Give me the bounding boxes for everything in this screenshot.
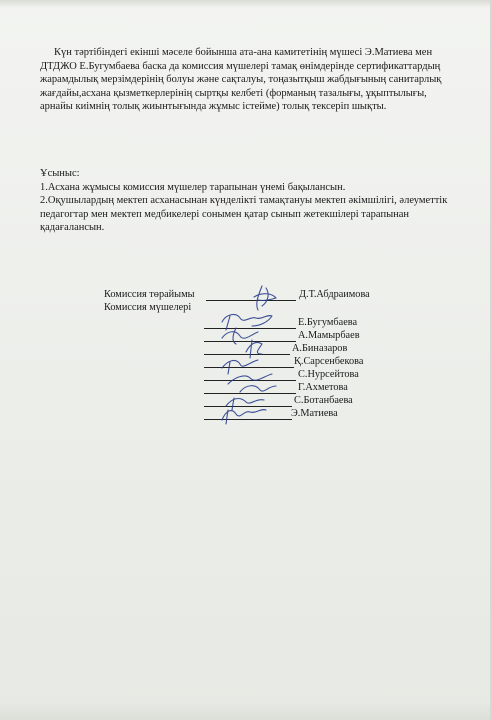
member-name: Қ.Сарсенбекова [294, 356, 364, 367]
member-signature-line [204, 380, 296, 381]
signature-6 [240, 386, 276, 392]
member-signature-line [204, 406, 292, 407]
chair-name: Д.Т.Абдраимова [299, 289, 370, 300]
paragraph-1-text: Күн тәртібіндегі екінші мәселе бойынша ата-ана камитетінің мүшесі Э.Матиева мен ДТДЖО Е.Бугумбаева баска да комиссия мүшелері тамақ өнімдерінде сертификаттардың жарамдылық мерзімдерінің болуы және сақталуы, тоңазытқыш жабдығының санитарлық жағдайы,асхана қызметкерлерінің сыртқы келбеті (форманың тазалығы, ұқыптылығы, арнайы киімнің толық жиынтығында жұмыс істейме) толық тексеріп шықты. [40, 47, 442, 113]
member-name: С.Ботанбаева [294, 395, 353, 406]
proposal-item-1: 1.Асхана жұмысы комиссия мүшелер тарапынан үнемі бақылансын. [40, 181, 346, 193]
member-name: А.Мамырбаев [298, 330, 360, 341]
chair-label: Комиссия төрайымы [104, 289, 195, 300]
member-name: С.Нурсейтова [298, 369, 359, 380]
signature-7 [226, 398, 264, 410]
proposal-heading: Ұсыныс: [40, 168, 80, 179]
chair-signature-line [206, 300, 296, 301]
signature-5 [228, 374, 272, 384]
member-signature-line [204, 328, 296, 329]
member-signature-line [204, 341, 296, 342]
member-signature-line [204, 419, 292, 420]
member-name: Е.Бугумбаева [298, 317, 358, 328]
members-label: Комиссия мүшелері [104, 302, 192, 313]
member-signature-line [204, 354, 290, 355]
signature-8 [222, 410, 266, 424]
proposal-item-2: 2.Оқушылардың мектеп асханасынан күнделікті тамақтануы мектеп әкімшілігі, әлеуметтік педагогтар мен мектеп медбикелері сонымен қатар сынып жетекшілері тарапынан қадағалансын. [40, 195, 448, 234]
chair-signature [254, 286, 276, 310]
member-name: А.Биназаров [292, 343, 348, 354]
member-signature-line [204, 393, 296, 394]
member-signature-line [204, 367, 294, 368]
signature-3 [246, 340, 262, 358]
paper-edge-bottom [0, 702, 490, 720]
member-name: Э.Матиева [291, 408, 338, 419]
member-name: Г.Ахметова [298, 382, 348, 393]
